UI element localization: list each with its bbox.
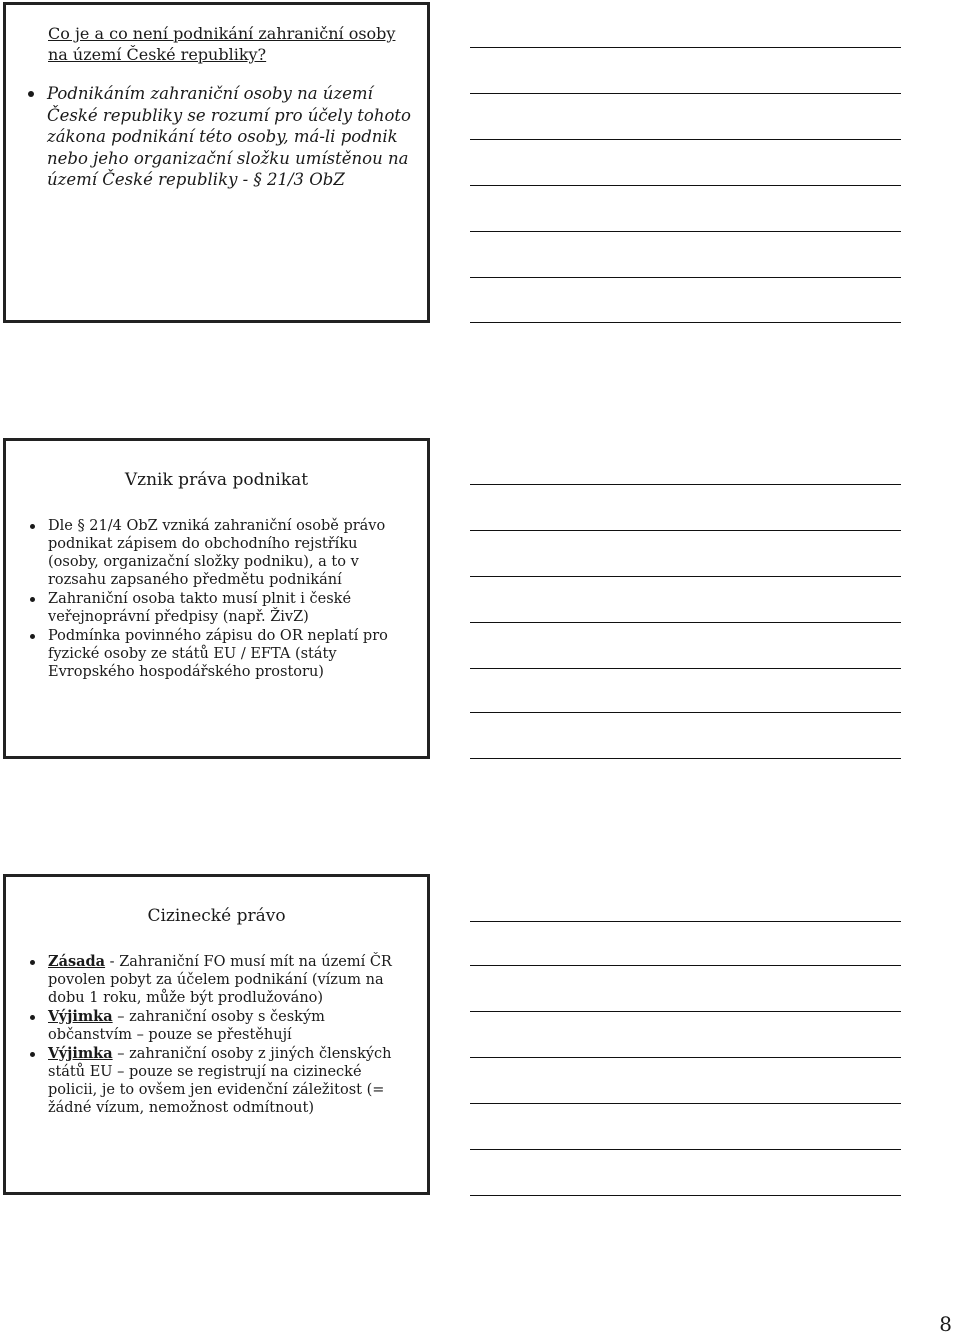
note-line — [470, 1103, 901, 1104]
note-line — [470, 758, 901, 759]
note-line — [470, 185, 901, 186]
bullet-icon — [30, 597, 35, 602]
note-line — [470, 1149, 901, 1150]
list-item — [30, 1008, 410, 1044]
note-line — [470, 484, 901, 485]
bullet-icon — [30, 1015, 35, 1020]
note-line — [470, 530, 901, 531]
list-item — [30, 627, 410, 681]
note-line — [470, 668, 901, 669]
note-line — [470, 712, 901, 713]
bullet-text: – zahraniční osoby s českým občanstvím – pouze se přestěhují — [48, 1009, 325, 1043]
slide-1 — [3, 2, 430, 323]
bullet-text: Dle § 21/4 ObZ vzniká zahraniční osobě právo podnikat zápisem do obchodního rejstříku (osoby, organizační složky podniku), a to v rozsahu zapsaného předmětu podnikání — [48, 518, 386, 588]
note-line — [470, 1195, 901, 1196]
list-item — [30, 953, 410, 1007]
note-line — [470, 277, 901, 278]
bullet-icon — [30, 634, 35, 639]
page-number: 8 — [939, 1312, 952, 1336]
slide-2 — [3, 438, 430, 759]
slide-1-bullet-list — [28, 83, 413, 191]
slide-1-title: Co je a co není podnikání zahraniční osoby na území České republiky? — [48, 24, 396, 64]
list-item — [28, 83, 413, 191]
note-line — [470, 965, 901, 966]
bullet-icon — [30, 960, 35, 965]
bullet-lead: Výjimka — [48, 1008, 113, 1025]
bullet-text: Podnikáním zahraniční osoby na území České republiky se rozumí pro účely tohoto zákona podnikání této osoby, má-li podnik nebo jeho organizační složku umístěnou na území České republiky - § 21/3 ObZ — [47, 84, 411, 189]
slide-2-bullet-list — [30, 517, 410, 682]
bullet-icon — [30, 524, 35, 529]
note-line — [470, 576, 901, 577]
note-line — [470, 622, 901, 623]
note-line — [470, 322, 901, 323]
note-line — [470, 139, 901, 140]
bullet-lead: Výjimka — [48, 1045, 113, 1062]
note-line — [470, 921, 901, 922]
note-line — [470, 231, 901, 232]
slide-3-bullet-list — [30, 953, 410, 1118]
bullet-text: Zahraniční osoba takto musí plnit i české veřejnoprávní předpisy (např. ŽivZ) — [48, 591, 352, 625]
bullet-text: – zahraniční osoby z jiných členských států EU – pouze se registrují na cizinecké policii, je to ovšem jen evidenční záležitost (= žádné vízum, nemožnost odmítnout) — [48, 1046, 392, 1116]
slide-3 — [3, 874, 430, 1195]
note-line — [470, 1011, 901, 1012]
note-line — [470, 47, 901, 48]
list-item — [30, 1045, 410, 1117]
note-line — [470, 93, 901, 94]
note-line — [470, 1057, 901, 1058]
list-item — [30, 517, 410, 589]
list-item — [30, 590, 410, 626]
bullet-text: Podmínka povinného zápisu do OR neplatí pro fyzické osoby ze států EU / EFTA (státy Evropského hospodářského prostoru) — [48, 628, 388, 680]
bullet-lead: Zásada — [48, 953, 106, 970]
bullet-icon — [30, 1052, 35, 1057]
bullet-icon — [28, 91, 34, 97]
slide-2-title: Vznik práva podnikat — [124, 470, 309, 490]
bullet-text: - Zahraniční FO musí mít na území ČR povolen pobyt za účelem podnikání (vízum na dobu 1 roku, může být prodlužováno) — [48, 954, 392, 1006]
slide-3-title: Cizinecké právo — [147, 906, 286, 926]
